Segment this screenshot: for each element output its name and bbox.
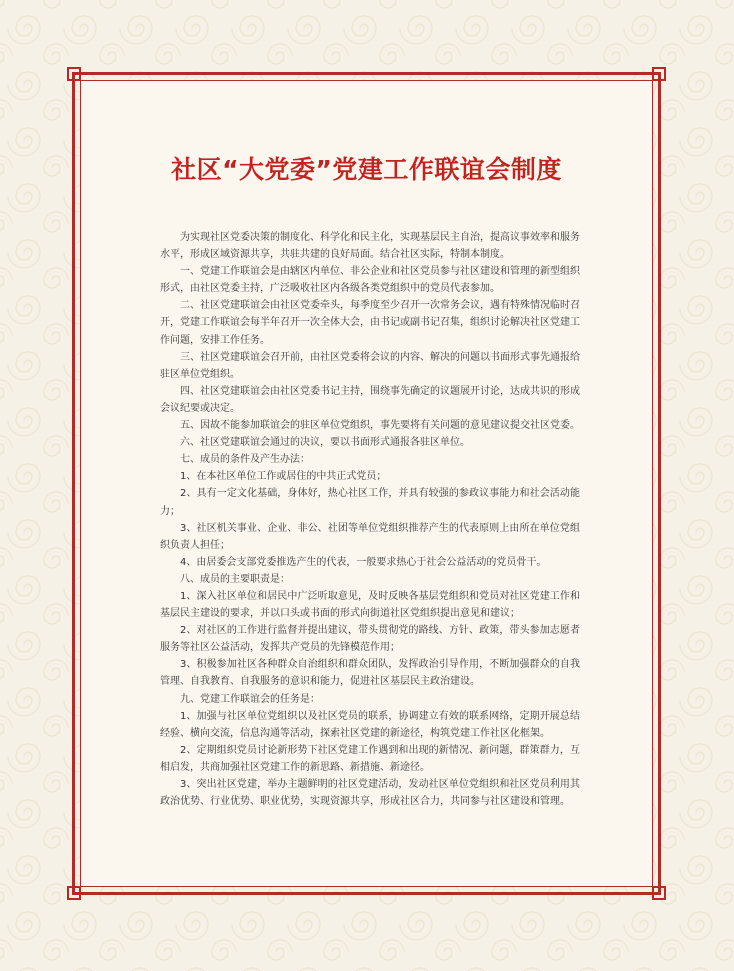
paragraph-article-9-item-2: 2、定期组织党员讨论新形势下社区党建工作遇到和出现的新情况、新问题，群策群力，互相启发，共商加强社区党建工作的新思路、新措施、新途径。: [160, 744, 580, 773]
paragraph-article-5: 五、因故不能参加联谊会的驻区单位党组织，事先要将有关问题的意见建议提交社区党委。: [180, 420, 580, 432]
paragraph-article-4: 四、社区党建联谊会由社区党委书记主持，围绕事先确定的议题展开讨论，达成共识的形成会议纪要或决定。: [160, 385, 580, 414]
document-title: 社区“大党委”党建工作联谊会制度: [171, 155, 562, 184]
paragraph-article-9-item-3: 3、突出社区党建，举办主题鲜明的社区党建活动，发动社区单位党组织和社区党员利用其政治优势、行业优势、职业优势，实现资源共享，形成社区合力，共同参与社区建设和管理。: [160, 779, 580, 808]
paragraph-article-8-heading: 八、成员的主要职责是：: [180, 573, 290, 585]
paragraph-article-1: 一、党建工作联谊会是由辖区内单位、非公企业和社区党员参与社区建设和管理的新型组织形式，由社区党委主持，广泛吸收社区内各级各类党组织中的党员代表参加。: [160, 266, 580, 295]
paragraph-article-7-heading: 七、成员的条件及产生办法：: [180, 454, 310, 466]
paragraph-intro: 为实现社区党委决策的制度化、科学化和民主化，实现基层民主自治，提高议事效率和服务水平，形成区域资源共享，共驻共建的良好局面。结合社区实际，特制本制度。: [160, 232, 580, 261]
document-body: [160, 229, 580, 810]
paragraph-article-9-item-1: 1、加强与社区单位党组织以及社区党员的联系，协调建立有效的联系网络，定期开展总结经验、横向交流，信息沟通等活动，探索社区党建的新途径，构筑党建工作社区化框架。: [160, 710, 580, 739]
corner-ornament-bottom-right: [645, 879, 667, 901]
paragraph-article-6: 六、社区党建联谊会通过的决议，要以书面形式通报各驻区单位。: [180, 437, 470, 449]
paragraph-article-2: 二、社区党建联谊会由社区党委牵头，每季度至少召开一次常务会议，遇有特殊情况临时召开，党建工作联谊会每半年召开一次全体大会，由书记或副书记召集，组织讨论解决社区党建工作问题，安排工作任务。: [160, 300, 580, 346]
paragraph-article-7-item-2: 2、具有一定文化基础，身体好，热心社区工作，并具有较强的参政议事能力和社会活动能力；: [160, 488, 580, 517]
paragraph-article-7-item-1: 1、在本社区单位工作或居住的中共正式党员；: [180, 471, 387, 483]
paragraph-article-9-heading: 九、党建工作联谊会的任务是：: [180, 693, 320, 705]
corner-ornament-top-right: [645, 66, 667, 88]
paragraph-article-8-item-1: 1、深入社区单位和居民中广泛听取意见，及时反映各基层党组织和党员对社区党建工作和基层民主建设的要求，并以口头或书面的形式向街道社区党组织提出意见和建议；: [160, 590, 580, 620]
corner-ornament-bottom-left: [66, 879, 88, 901]
paragraph-article-3: 三、社区党建联谊会召开前，由社区党委将会议的内容、解决的问题以书面形式事先通报给驻区单位党组织。: [160, 351, 580, 380]
paragraph-article-7-item-4: 4、由居委会支部党委推选产生的代表，一般要求热心于社会公益活动的党员骨干。: [180, 556, 547, 568]
paragraph-article-7-item-3: 3、社区机关事业、企业、非公、社团等单位党组织推荐产生的代表原则上由所在单位党组织负责人担任；: [160, 522, 580, 551]
corner-ornament-top-left: [66, 66, 88, 88]
paragraph-article-8-item-3: 3、积极参加社区各种群众自治组织和群众团队，发挥政治引导作用，不断加强群众的自我管理、自我教育、自我服务的意识和能力，促进社区基层民主政治建设。: [160, 659, 580, 688]
paragraph-article-8-item-2: 2、对社区的工作进行监督并提出建议，带头贯彻党的路线、方针、政策，带头参加志愿者服务等社区公益活动，发挥共产党员的先锋模范作用；: [160, 625, 580, 654]
